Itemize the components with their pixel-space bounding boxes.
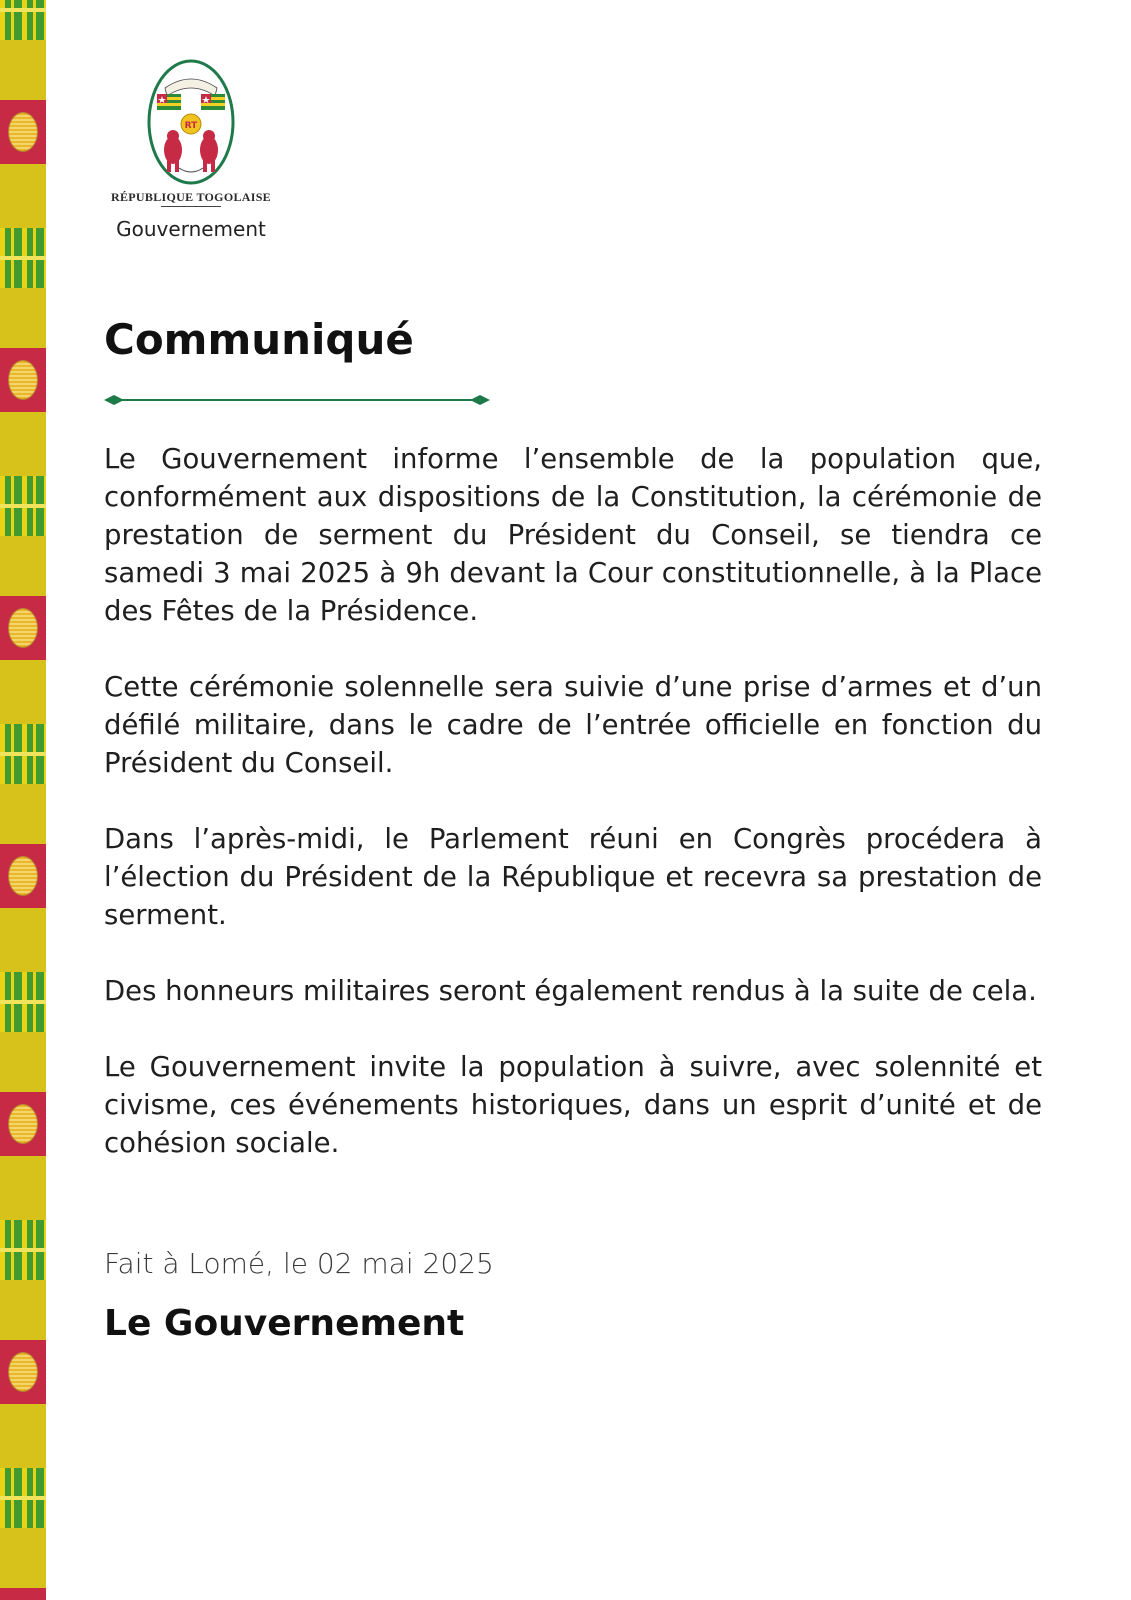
svg-text:RT: RT: [184, 121, 198, 131]
body-paragraph: Dans l’après-midi, le Parlement réuni en Congrès procédera à l’élection du Président de la République et recevra sa prestation de serment.: [104, 823, 1042, 931]
sun-motif-icon: [9, 857, 37, 895]
coat-of-arms-icon: [145, 58, 237, 186]
kente-stripe-block: [0, 724, 46, 784]
communique-body: [104, 440, 1042, 1200]
government-logo: [108, 58, 274, 241]
kente-stripe-block: [0, 0, 46, 40]
kente-stripe-block: [0, 476, 46, 536]
flag-left-icon: [157, 94, 181, 110]
sun-motif-icon: [9, 361, 37, 399]
kente-stripe-block: [0, 1468, 46, 1528]
body-paragraph: Des honneurs militaires seront également rendus à la suite de cela.: [104, 975, 1037, 1007]
kente-sun-block: [0, 1340, 46, 1404]
divider-diamond-right-icon: [470, 395, 490, 405]
date-line: Fait à Lomé, le 02 mai 2025: [104, 1247, 494, 1280]
page-title: Communiqué: [104, 315, 414, 364]
sun-motif-icon: [9, 1353, 37, 1391]
divider-diamond-left-icon: [104, 395, 124, 405]
kente-stripe-block: [0, 1220, 46, 1280]
body-paragraph: Le Gouvernement invite la population à suivre, avec solennité et civisme, ces événements historiques, dans un esprit d’unité et de cohésion sociale.: [104, 1051, 1042, 1159]
kente-sun-block: [0, 844, 46, 908]
kente-sun-block: [0, 348, 46, 412]
country-name: RÉPUBLIQUE TOGOLAISE: [111, 190, 271, 204]
kente-stripe-block: [0, 228, 46, 288]
sun-motif-icon: [9, 113, 37, 151]
flag-right-icon: [201, 94, 225, 110]
title-divider: [104, 394, 490, 406]
kente-sun-block: [0, 596, 46, 660]
body-paragraph: Le Gouvernement informe l’ensemble de la population que, conformément aux dispositions de la Constitution, la cérémonie de prestation de serment du Président du Conseil, se tiendra ce samedi 3 mai 2025 à 9h devant la Cour constitutionnelle, à la Place des Fêtes de la Présidence.: [104, 443, 1042, 627]
sun-motif-icon: [9, 609, 37, 647]
sun-motif-icon: [9, 1105, 37, 1143]
signature: Le Gouvernement: [104, 1303, 465, 1344]
kente-stripe-block: [0, 972, 46, 1032]
kente-sun-block: [0, 1092, 46, 1156]
institution-name: Gouvernement: [116, 217, 266, 241]
kente-sun-block: [0, 1588, 46, 1600]
country-underline: [161, 206, 221, 207]
kente-sun-block: [0, 100, 46, 164]
body-paragraph: Cette cérémonie solennelle sera suivie d’une prise d’armes et d’un défilé militaire, dans le cadre de l’entrée officielle en fonction du Président du Conseil.: [104, 671, 1042, 779]
kente-border: [0, 0, 46, 1600]
